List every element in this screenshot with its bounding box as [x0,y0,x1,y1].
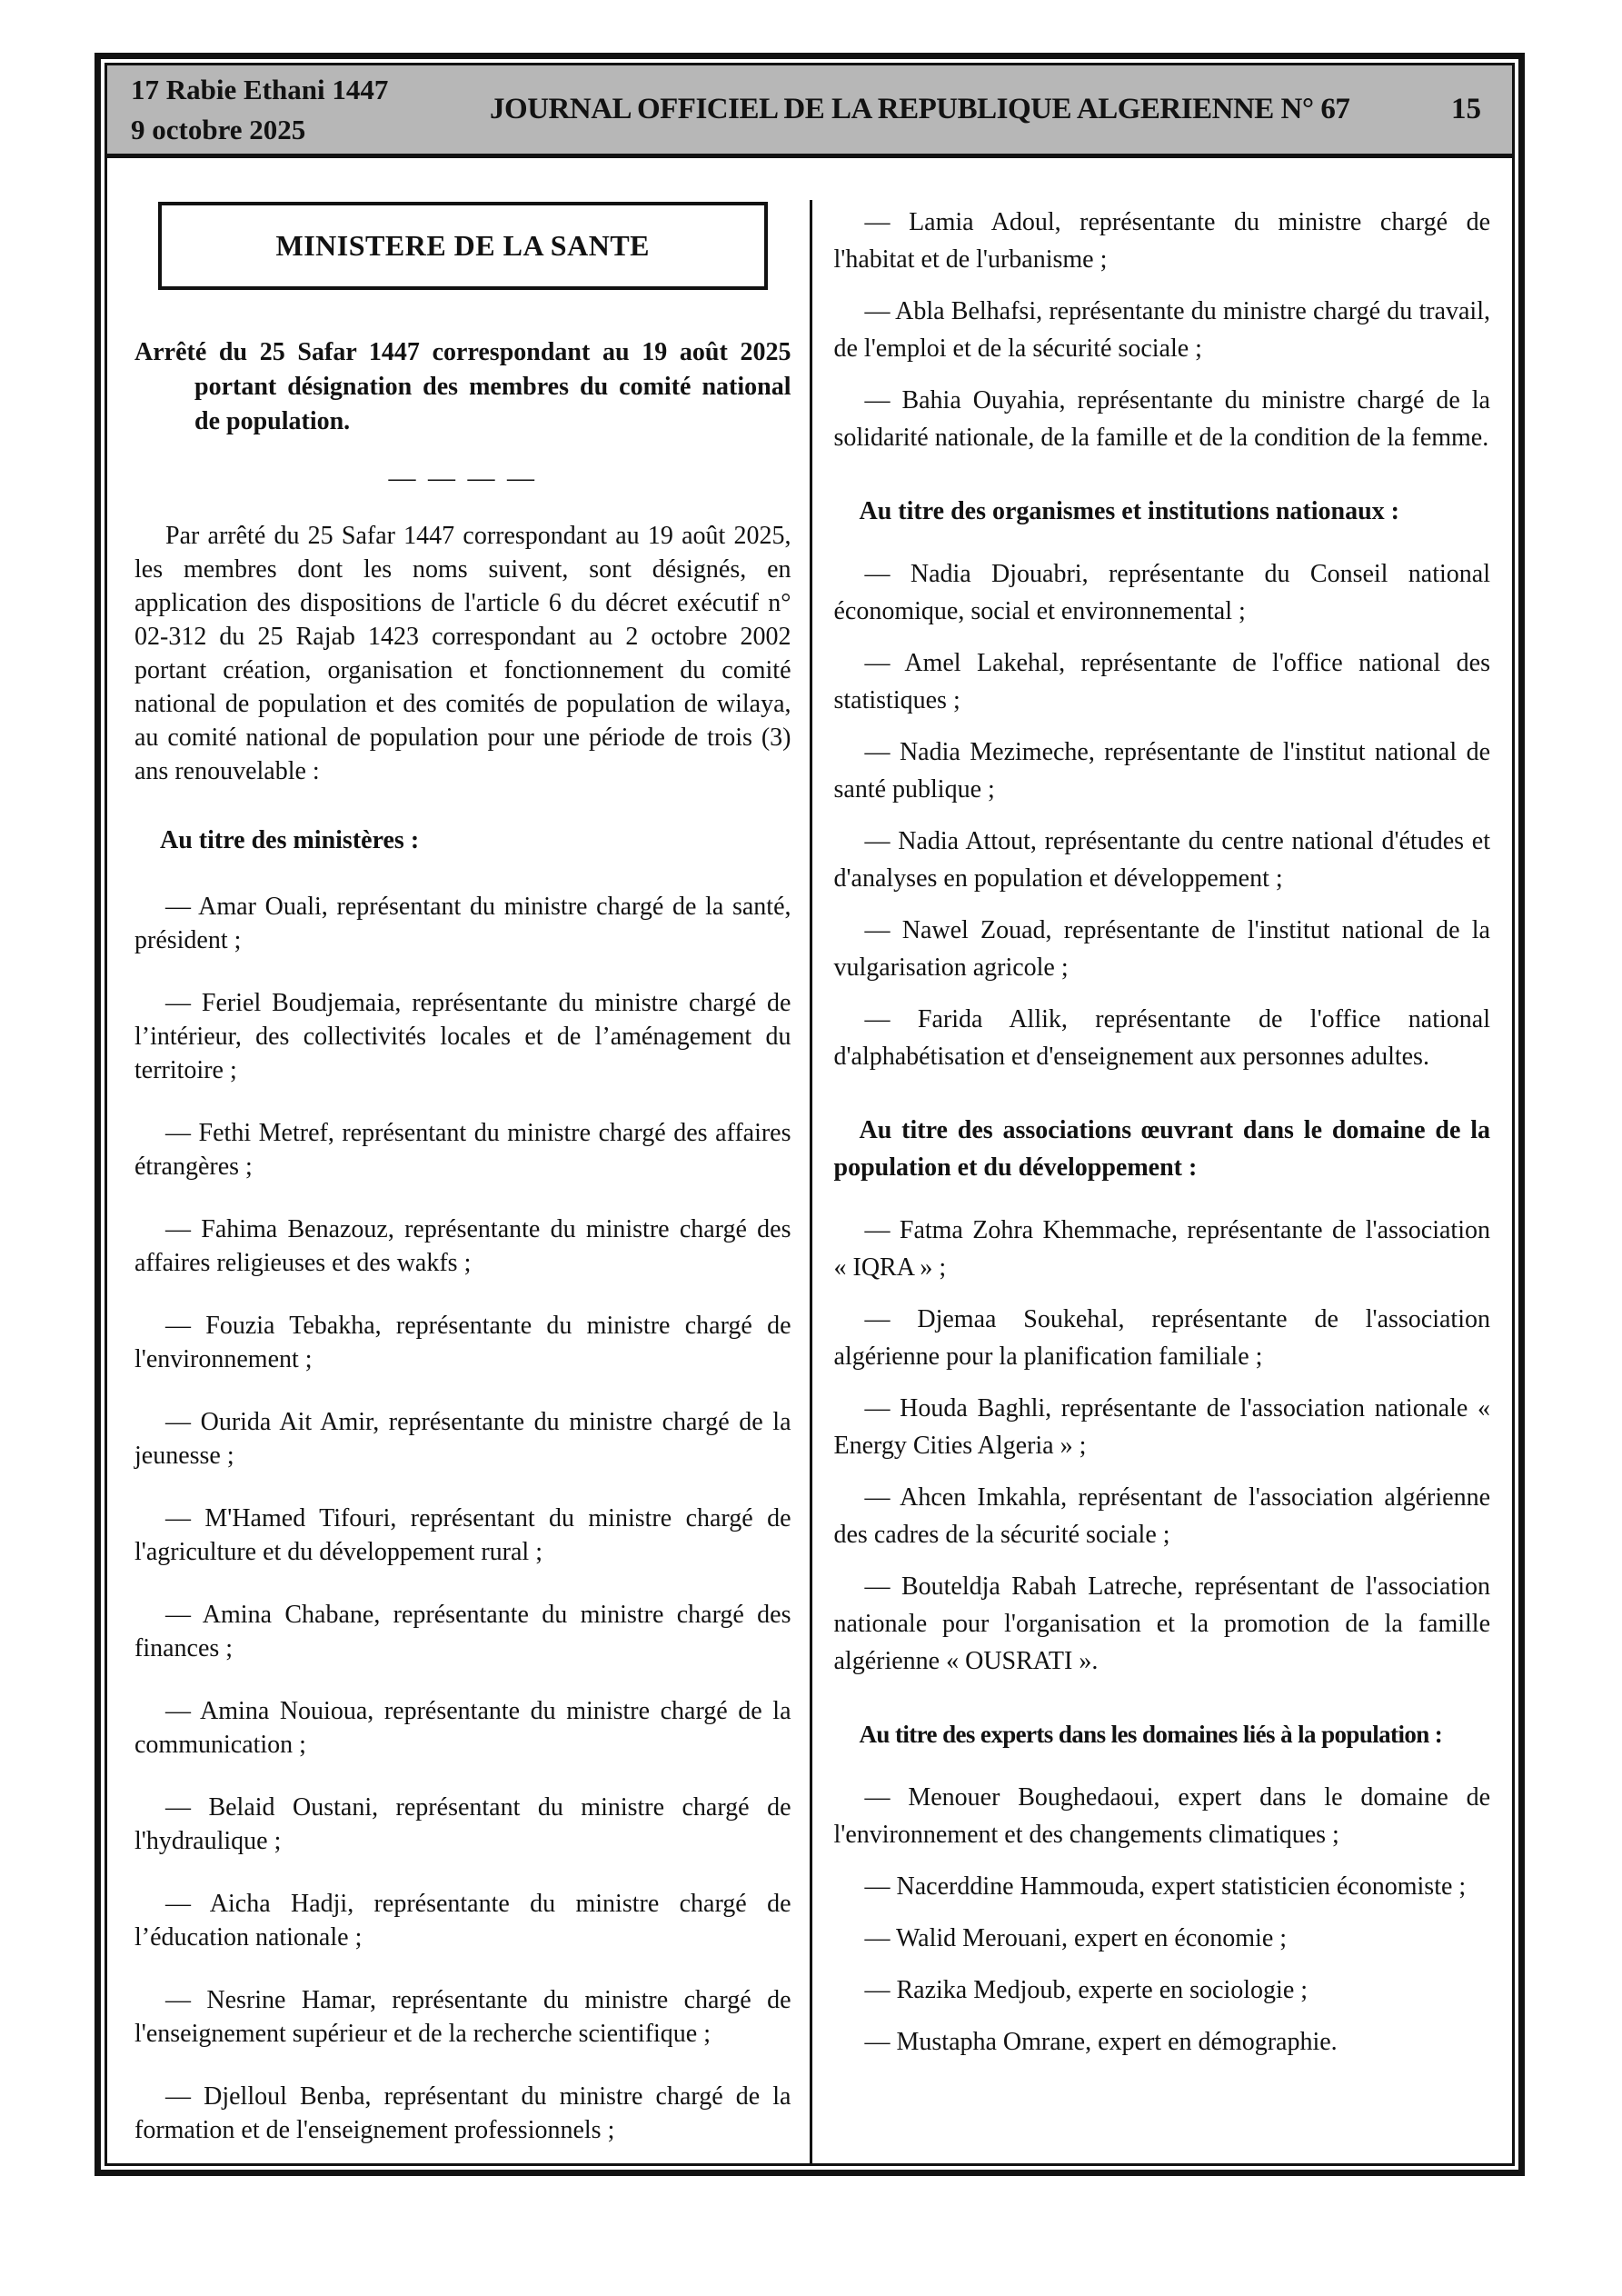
member-item: — Walid Merouani, expert en économie ; [864,1924,1288,1952]
member-item: — Bouteldja Rabah Latreche, représentant de l'association nationale pour l'organisation et la promotion de la famille algérienne « OUSRATI ». [833,1572,1490,1675]
member-item: — Nadia Mezimeche, représentante de l'institut national de santé publique ; [833,738,1490,804]
right-column [812,158,1502,2163]
member-item: — Aicha Hadji, représentante du ministre chargé de l’éducation nationale ; [134,1890,791,1952]
member-item: — Nadia Attout, représentante du centre national d'études et d'analyses en population et développement ; [833,827,1490,893]
member-item: — M'Hamed Tifouri, représentant du ministre chargé de l'agriculture et du développement rural ; [134,1504,791,1566]
page-frame-outer [95,53,1525,2176]
page-content [107,158,1512,2163]
member-item: — Nacerddine Hammouda, expert statisticien économiste ; [864,1872,1467,1901]
member-item: — Fethi Metref, représentant du ministre chargé des affaires étrangères ; [134,1119,791,1181]
member-item: — Bahia Ouyahia, représentante du ministre chargé de la solidarité nationale, de la famille et de la condition de la femme. [833,386,1490,452]
ministry-title: MINISTERE DE LA SANTE [275,229,650,262]
page-number: 15 [1451,93,1481,125]
member-item: — Djelloul Benba, représentant du ministre chargé de la formation et de l'enseignement professionnels ; [134,2082,791,2144]
hijri-date: 17 Rabie Ethani 1447 [131,73,389,105]
header-dates [131,70,388,150]
section-heading-associations: Au titre des associations œuvrant dans le domaine de la population et du développement : [833,1116,1490,1182]
member-item: — Ourida Ait Amir, représentante du ministre chargé de la jeunesse ; [134,1408,791,1470]
member-item: — Amina Chabane, représentante du ministre chargé des finances ; [134,1601,791,1662]
gregorian-date: 9 octobre 2025 [131,113,306,145]
member-item: — Lamia Adoul, représentante du ministre chargé de l'habitat et de l'urbanisme ; [833,208,1490,274]
member-item: — Nawel Zouad, représentante de l'institut national de la vulgarisation agricole ; [833,916,1490,982]
journal-header [107,65,1512,158]
member-item: — Feriel Boudjemaia, représentante du ministre chargé de l’intérieur, des collectivités locales et de l’aménagement du territoire ; [134,989,791,1084]
member-item: — Farida Allik, représentante de l'office national d'alphabétisation et d'enseignement aux personnes adultes. [833,1005,1490,1071]
member-item: — Belaid Oustani, représentant du ministre chargé de l'hydraulique ; [134,1793,791,1855]
member-item: — Amar Ouali, représentant du ministre chargé de la santé, président ; [134,893,791,954]
member-item: — Menouer Boughedaoui, expert dans le domaine de l'environnement et des changements climatiques ; [833,1783,1490,1849]
member-item: — Djemaa Soukehal, représentante de l'association algérienne pour la planification familiale ; [833,1305,1490,1371]
journal-title: JOURNAL OFFICIEL DE LA REPUBLIQUE ALGERIENNE N° 67 [490,93,1350,125]
member-item: — Abla Belhafsi, représentante du ministre chargé du travail, de l'emploi et de la sécurité sociale ; [833,297,1490,363]
arrete-title: Arrêté du 25 Safar 1447 correspondant au 19 août 2025 portant désignation des membres du comité national de population. [134,338,791,435]
member-item: — Ahcen Imkahla, représentant de l'association algérienne des cadres de la sécurité sociale ; [833,1483,1490,1549]
section-heading-experts: Au titre des experts dans les domaines liés à la population : [859,1721,1443,1748]
section-heading-organismes: Au titre des organismes et institutions nationaux : [859,497,1400,525]
ministry-title-box [158,202,768,290]
member-item: — Amina Nouioua, représentante du ministre chargé de la communication ; [134,1697,791,1759]
member-item: — Razika Medjoub, experte en sociologie ; [864,1976,1309,2004]
member-item: — Fatma Zohra Khemmache, représentante de l'association « IQRA » ; [833,1216,1490,1282]
member-item: — Fouzia Tebakha, représentante du ministre chargé de l'environnement ; [134,1312,791,1373]
member-item: — Nesrine Hamar, représentante du ministre chargé de l'enseignement supérieur et de la recherche scientifique ; [134,1986,791,2048]
member-item: — Mustapha Omrane, expert en démographie. [864,2028,1338,2056]
member-item: — Fahima Benazouz, représentante du ministre chargé des affaires religieuses et des wakfs ; [134,1215,791,1277]
page-frame-inner [104,63,1515,2166]
member-item: — Houda Baghli, représentante de l'association nationale « Energy Cities Algeria » ; [833,1394,1490,1460]
member-item: — Amel Lakehal, représentante de l'office national des statistiques ; [833,649,1490,714]
member-item: — Nadia Djouabri, représentante du Conseil national économique, social et environnemental ; [833,560,1490,625]
intro-paragraph: Par arrêté du 25 Safar 1447 correspondant au 19 août 2025, les membres dont les noms suivent, sont désignés, en application des dispositions de l'article 6 du décret exécutif n° 02-312 du 25 Rajab 1423 correspondant au 2 octobre 2002 portant création, organisation et fonctionnement du comité national de population et des comités de population de wilaya, au comité national de population pour une période de trois (3) ans renouvelable : [134,522,791,785]
section-heading-ministeres: Au titre des ministères : [160,826,420,854]
dash-separator: — — — — [388,463,537,493]
left-column [118,158,810,2163]
